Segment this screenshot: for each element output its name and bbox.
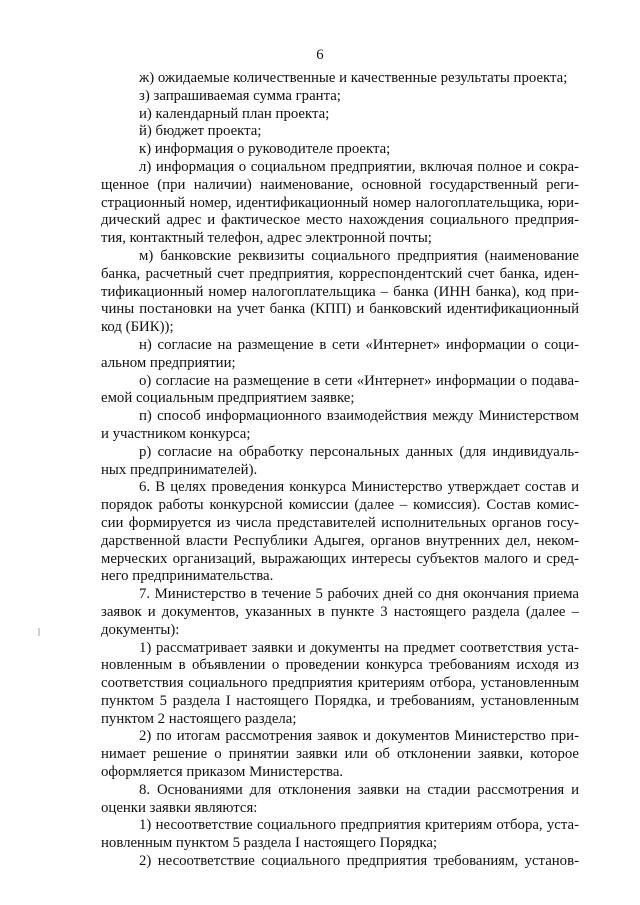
page-number: 6 [316,47,324,63]
text-line: 2) несоответствие социального предприятия требованиям, установ- [139,853,579,870]
text-line: чины постановки на учет банка (КПП) и банковский идентификационный [101,301,579,318]
text-line: и) календарный план проекта; [139,105,330,122]
text-line: альном предприятии; [101,354,236,371]
text-line: порядок работы конкурсной комиссии (далее – комиссия). Состав комис- [101,497,579,514]
text-line: тификационный номер налогоплательщика – банка (ИНН банка), код при- [101,283,579,300]
text-line: 8. Основаниями для отклонения заявки на стадии рассмотрения и [139,781,579,798]
text-line: мерческих организаций, выражающих интересы субъектов малого и сред- [101,550,579,567]
margin-mark [38,628,40,636]
text-line: нимает решение о принятии заявки или об отклонении заявки, которое [101,746,579,763]
text-line: банка, расчетный счет предприятия, корреспондентский счет банка, иден- [101,265,579,282]
text-line: дарственной власти Республики Адыгея, органов внутренних дел, неком- [101,532,579,549]
text-line: пунктом 5 раздела I настоящего Порядка, и требованиям, установленным [101,692,579,709]
text-line: з) запрашиваемая сумма гранта; [139,87,341,104]
text-line: й) бюджет проекта; [139,123,262,140]
text-line: и участником конкурса; [101,425,251,442]
text-line: 1) рассматривает заявки и документы на предмет соответствия уста- [139,639,579,656]
text-line: пунктом 2 настоящего раздела; [101,710,297,727]
text-line: р) согласие на обработку персональных данных (для индивидуаль- [139,443,579,460]
text-line: оценки заявки являются: [101,799,258,816]
text-line: код (БИК)); [101,319,174,336]
text-line: сии формируется из числа представителей исполнительных органов госу- [101,514,579,531]
text-line: емой социальным предприятием заявке; [101,390,355,407]
text-line: о) согласие на размещение в сети «Интернет» информации о подавa- [139,372,579,389]
text-line: щенное (при наличии) наименование, основной государственный реги- [101,176,579,193]
text-line: соответствия социального предприятия критериям отбора, установленным [101,675,579,692]
text-line: к) информация о руководителе проекта; [139,141,391,158]
text-line: ных предпринимателей). [101,461,258,478]
text-line: п) способ информационного взаимодействия между Министерством [139,408,579,425]
text-line: тия, контактный телефон, адрес электронной почты; [101,230,432,247]
document-body [101,70,579,871]
text-line: л) информация о социальном предприятии, включая полное и сокра- [139,158,579,175]
text-line: 1) несоответствие социального предприятия критериям отбора, уста- [139,817,579,834]
text-line: оформляется приказом Министерства. [101,764,344,781]
text-line: 7. Министерство в течение 5 рабочих дней со дня окончания приема [139,586,579,603]
text-line: документы): [101,621,180,638]
text-line: него предпринимательства. [101,568,274,585]
text-line: новленным в объявлении о проведении конкурса требованиям исходя из [101,657,579,674]
text-line: 6. В целях проведения конкурса Министерство утверждает состав и [139,479,579,496]
text-line: 2) по итогам рассмотрения заявок и документов Министерство при- [139,728,579,745]
text-line: ж) ожидаемые количественные и качественные результаты проекта; [139,70,568,86]
text-line: м) банковские реквизиты социального предприятия (наименование [139,247,579,264]
text-line: новленным пунктом 5 раздела I настоящего Порядка; [101,835,438,852]
text-line: заявок и документов, указанных в пункте 3 настоящего раздела (далее – [101,603,579,620]
text-line: дический адрес и фактическое место нахождения социального предприя- [101,212,579,229]
text-line: страционный номер, идентификационный номер налогоплательщика, юри- [101,194,579,211]
text-line: н) согласие на размещение в сети «Интернет» информации о соци- [139,336,579,353]
